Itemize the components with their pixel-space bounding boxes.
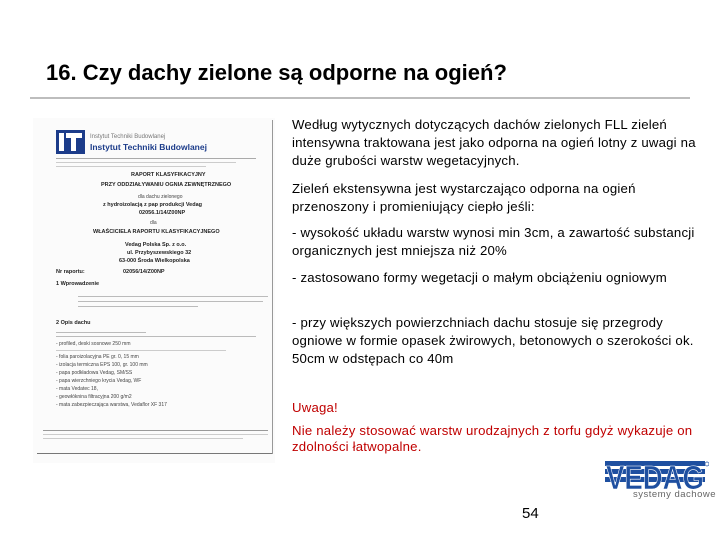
doc-list-item: - papa wierzchniego krycia Vedag, WF — [56, 378, 142, 384]
doc-heading: ul. Przybyszewskiego 32 — [127, 250, 192, 256]
org-name-small: Instytut Techniki Budowlanej — [90, 134, 166, 140]
scan-text-line — [56, 350, 226, 351]
scan-text-line — [56, 336, 256, 337]
header-rule — [56, 158, 256, 159]
document-frame-right — [272, 120, 273, 454]
title-divider — [30, 97, 690, 99]
brand-tagline: systemy dachowe — [633, 489, 717, 500]
itb-logo-icon — [56, 128, 86, 156]
paragraph-extensive: Zieleń ekstensywna jest wystarczająco odporna na ogień przenoszony i promieniujący ciepło jeśli: — [292, 181, 636, 214]
header-rule — [56, 162, 236, 163]
doc-heading: z hydroizolacją z pap produkcji Vedag — [103, 202, 203, 208]
doc-list-item: - mata zabezpieczająca warstwa, Vedaflor XF 317 — [56, 402, 167, 408]
doc-list-item: - geowłóknina filtracyjna 200 g/m2 — [56, 394, 132, 400]
doc-list-item: - papa podkładowa Vedag, SM/SS — [56, 370, 133, 376]
footer-rule — [43, 438, 243, 439]
doc-heading: 63-000 Środa Wielkopolska — [119, 258, 190, 264]
doc-label: Nr raportu: — [56, 269, 85, 275]
org-name: Instytut Techniki Budowlanej — [90, 142, 207, 152]
header-rule — [56, 166, 206, 167]
bullet-fire-barriers: - przy większych powierzchniach dachu stosuje się przegrody ogniowe w formie opasek żwirowych, betonowych o szerokości ok. 50cm w odstępach co 40m — [292, 315, 694, 366]
document-frame-bottom — [37, 453, 272, 454]
bullet-vegetation: - zastosowano formy wegetacji o małym obciążeniu ogniowym — [292, 270, 667, 285]
doc-heading: WŁAŚCICIELA RAPORTU KLASYFIKACYJNEGO — [93, 229, 220, 235]
scan-text-line — [78, 301, 263, 302]
vedag-logo-text: VEDAG — [606, 459, 704, 493]
footer-rule — [43, 434, 268, 435]
doc-heading: dla dachu zielonego — [138, 194, 183, 200]
doc-list-item: - mata Vedatec 18, — [56, 386, 98, 392]
paragraph-fll: Według wytycznych dotyczących dachów zielonych FLL zieleń intensywna traktowana jest jako odporna na ogień lotny z uwagi na duże grubości warstw wegetacyjnych. — [292, 117, 696, 168]
scanned-document — [33, 118, 275, 463]
footer-rule — [43, 430, 268, 431]
doc-list-item: - folia paroizolacyjna PE gr. 0, 15 mm — [56, 354, 139, 360]
doc-list-item: - profiled, deski sosnowe 250 mm — [56, 341, 131, 347]
doc-heading: 02056.1/14/Z00NP — [139, 210, 186, 216]
doc-list-item: - izolacja termiczna EPS 100, gr. 100 mm — [56, 362, 148, 368]
doc-heading: Vedag Polska Sp. z o.o. — [125, 242, 187, 248]
doc-heading: RAPORT KLASYFIKACYJNY — [131, 172, 206, 178]
scan-text-line — [78, 296, 268, 297]
warning-title: Uwaga! — [292, 400, 338, 415]
doc-heading: dla — [150, 220, 157, 226]
doc-section: 1 Wprowadzenie — [56, 281, 100, 287]
bullet-layer-height: - wysokość układu warstw wynosi min 3cm, a zawartość substancji organicznych jest mniejsza niż 20% — [292, 225, 695, 258]
vedag-logo — [605, 457, 709, 493]
slide-title: 16. Czy dachy zielone są odporne na ogień? — [46, 60, 507, 85]
scan-text-line — [56, 332, 146, 333]
warning-text: Nie należy stosować warstw urodzajnych z torfu gdyż wykazuje on zdolności łatwopalne. — [292, 423, 693, 454]
doc-section: 2 Opis dachu — [56, 320, 91, 326]
doc-heading: PRZY ODDZIAŁYWANIU OGNIA ZEWNĘTRZNEGO — [101, 182, 232, 188]
scan-text-line — [78, 306, 198, 307]
page-number: 54 — [522, 505, 539, 522]
doc-value: 02056/14/Z00NP — [123, 269, 165, 275]
